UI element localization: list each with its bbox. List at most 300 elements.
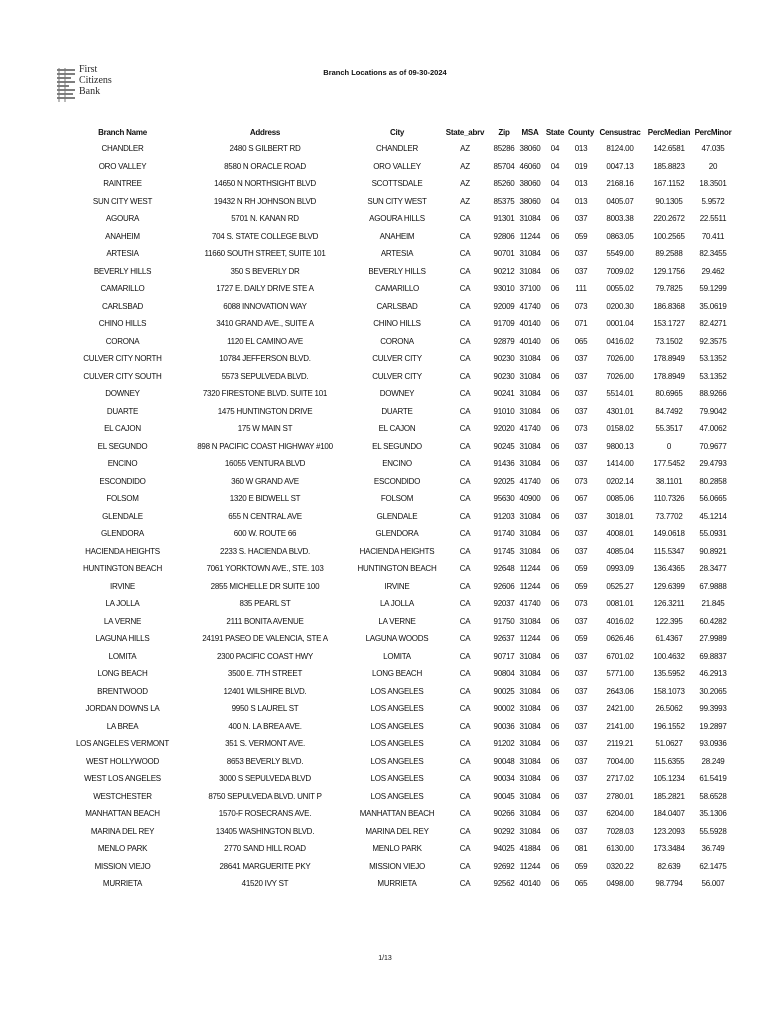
table-cell: 46060: [519, 161, 541, 171]
table-cell: 019: [574, 161, 588, 171]
table-cell: CA: [459, 756, 471, 766]
table-cell: 110.7326: [653, 494, 685, 504]
table-cell: CA: [459, 809, 471, 819]
table-cell: 037: [574, 266, 588, 276]
table-cell: 178.8949: [653, 354, 685, 364]
table-row: [70, 175, 733, 193]
table-row: [70, 228, 733, 246]
table-cell: 47.035: [701, 144, 725, 154]
table-cell: AZ: [460, 179, 470, 189]
table-cell: 84.7492: [655, 406, 683, 416]
table-cell: 2780.01: [606, 791, 634, 801]
logo-line-1: First: [79, 64, 98, 75]
document-title: Branch Locations as of 09-30-2024: [323, 68, 447, 77]
table-cell: CA: [459, 231, 471, 241]
table-cell: 90266: [493, 809, 515, 819]
branch-table: [70, 124, 733, 893]
table-cell: GLENDALE: [376, 511, 418, 521]
table-cell: 037: [574, 511, 588, 521]
table-cell: 31084: [519, 704, 541, 714]
table-cell: 79.9042: [699, 406, 727, 416]
table-cell: 53.1352: [699, 371, 727, 381]
table-cell: 115.6355: [653, 756, 685, 766]
table-cell: 88.9266: [699, 389, 727, 399]
table-row: [70, 315, 733, 333]
table-cell: LOS ANGELES: [370, 686, 424, 696]
table-cell: 037: [574, 214, 588, 224]
table-cell: 85704: [493, 161, 515, 171]
table-cell: 90036: [493, 721, 515, 731]
table-cell: 129.6399: [653, 581, 685, 591]
table-cell: 90048: [493, 756, 515, 766]
table-cell: 80.6965: [655, 389, 683, 399]
table-cell: 06: [550, 266, 560, 276]
table-cell: CHANDLER: [101, 144, 144, 154]
table-cell: CA: [459, 879, 471, 889]
table-cell: 7026.00: [606, 354, 634, 364]
table-cell: 7026.00: [606, 371, 634, 381]
table-row: [70, 665, 733, 683]
table-cell: 704 S. STATE COLLEGE BLVD: [211, 231, 319, 241]
table-cell: 82.639: [657, 861, 681, 871]
table-cell: 79.7825: [655, 284, 683, 294]
table-cell: 28.249: [701, 756, 725, 766]
table-cell: 53.1352: [699, 354, 727, 364]
table-cell: CA: [459, 459, 471, 469]
table-cell: 31084: [519, 389, 541, 399]
table-cell: 16055 VENTURA BLVD: [224, 459, 306, 469]
table-cell: 91436: [493, 459, 515, 469]
table-cell: 31084: [519, 774, 541, 784]
table-cell: 31084: [519, 686, 541, 696]
table-cell: CA: [459, 651, 471, 661]
table-row: [70, 543, 733, 561]
table-cell: 06: [550, 721, 560, 731]
table-cell: ORO VALLEY: [373, 161, 421, 171]
table-cell: 38060: [519, 196, 541, 206]
table-cell: 0047.13: [606, 161, 634, 171]
table-cell: 31084: [519, 826, 541, 836]
table-cell: 037: [574, 371, 588, 381]
table-cell: 90212: [493, 266, 515, 276]
table-cell: 06: [550, 441, 560, 451]
table-cell: CA: [459, 424, 471, 434]
table-cell: EL SEGUNDO: [372, 441, 422, 451]
table-cell: 059: [574, 634, 588, 644]
table-cell: 40900: [519, 494, 541, 504]
table-cell: 13405 WASHINGTON BLVD.: [215, 826, 315, 836]
table-cell: 037: [574, 529, 588, 539]
table-cell: 2233 S. HACIENDA BLVD.: [220, 546, 310, 556]
table-row: [70, 648, 733, 666]
table-cell: CA: [459, 406, 471, 416]
table-cell: MARINA DEL REY: [90, 826, 155, 836]
table-cell: 40140: [519, 319, 541, 329]
table-cell: 29.462: [701, 266, 725, 276]
table-cell: 2141.00: [606, 721, 634, 731]
table-cell: 0405.07: [606, 196, 634, 206]
table-cell: CA: [459, 774, 471, 784]
table-cell: 04: [550, 161, 560, 171]
table-cell: MANHATTAN BEACH: [85, 809, 160, 819]
table-cell: 1414.00: [606, 459, 634, 469]
table-cell: 0525.27: [606, 581, 634, 591]
table-cell: 21.845: [701, 599, 725, 609]
table-cell: MARINA DEL REY: [365, 826, 429, 836]
table-cell: 037: [574, 721, 588, 731]
table-cell: 31084: [519, 756, 541, 766]
table-cell: JORDAN DOWNS LA: [85, 704, 160, 714]
table-cell: SUN CITY WEST: [92, 196, 153, 206]
table-cell: AZ: [460, 196, 470, 206]
table-cell: CULVER CITY NORTH: [83, 354, 162, 364]
table-cell: 167.1152: [653, 179, 685, 189]
table-cell: CA: [459, 739, 471, 749]
table-cell: 013: [574, 144, 588, 154]
table-header-row: [70, 124, 733, 140]
table-cell: LOS ANGELES: [370, 739, 424, 749]
table-cell: 73.1502: [655, 336, 683, 346]
column-header: Zip: [498, 127, 510, 137]
table-cell: 92009: [493, 301, 515, 311]
table-cell: 350 S BEVERLY DR: [230, 266, 300, 276]
table-cell: 6204.00: [606, 809, 634, 819]
table-cell: CA: [459, 599, 471, 609]
table-cell: 196.1552: [653, 721, 685, 731]
table-cell: 29.4793: [699, 459, 727, 469]
table-cell: 35.1306: [699, 809, 727, 819]
table-cell: ENCINO: [107, 459, 138, 469]
table-cell: ESCONDIDO: [99, 476, 146, 486]
table-cell: 73.7702: [655, 511, 683, 521]
table-cell: ARTESIA: [380, 249, 414, 259]
table-cell: 037: [574, 651, 588, 661]
table-cell: CA: [459, 826, 471, 836]
table-cell: 55.3517: [655, 424, 683, 434]
table-cell: 06: [550, 371, 560, 381]
table-cell: 92.3575: [699, 336, 727, 346]
table-cell: CA: [459, 441, 471, 451]
table-row: [70, 560, 733, 578]
table-cell: 60.4282: [699, 616, 727, 626]
table-cell: 38060: [519, 179, 541, 189]
table-cell: CA: [459, 494, 471, 504]
table-cell: 41740: [519, 599, 541, 609]
table-cell: CA: [459, 581, 471, 591]
table-row: [70, 280, 733, 298]
table-cell: 90717: [493, 651, 515, 661]
table-row: [70, 788, 733, 806]
table-cell: 90241: [493, 389, 515, 399]
table-cell: 93.0936: [699, 739, 727, 749]
table-cell: 158.1073: [653, 686, 685, 696]
table-cell: 3000 S SEPULVEDA BLVD: [219, 774, 311, 784]
table-cell: 06: [550, 634, 560, 644]
table-cell: RAINTREE: [103, 179, 142, 189]
table-cell: 41740: [519, 301, 541, 311]
table-cell: 06: [550, 511, 560, 521]
table-cell: 93010: [493, 284, 515, 294]
table-cell: 85375: [493, 196, 515, 206]
table-cell: WEST LOS ANGELES: [84, 774, 161, 784]
table-cell: 31084: [519, 669, 541, 679]
column-header: PercMinor: [694, 127, 732, 137]
table-cell: AZ: [460, 161, 470, 171]
table-cell: 91750: [493, 616, 515, 626]
table-cell: CA: [459, 389, 471, 399]
table-cell: CA: [459, 371, 471, 381]
table-cell: LOMITA: [383, 651, 411, 661]
table-cell: 898 N PACIFIC COAST HIGHWAY #100: [197, 441, 333, 451]
table-cell: 073: [574, 599, 588, 609]
table-cell: 065: [574, 336, 588, 346]
table-cell: CA: [459, 791, 471, 801]
table-cell: 92025: [493, 476, 515, 486]
table-cell: 5514.01: [606, 389, 634, 399]
table-row: [70, 735, 733, 753]
table-cell: 073: [574, 301, 588, 311]
table-cell: 2168.16: [606, 179, 634, 189]
table-cell: 06: [550, 476, 560, 486]
table-cell: 31084: [519, 371, 541, 381]
logo-line-2: Citizens: [79, 75, 112, 86]
table-cell: DOWNEY: [379, 389, 415, 399]
table-cell: CA: [459, 686, 471, 696]
table-cell: 037: [574, 616, 588, 626]
table-cell: EL SEGUNDO: [97, 441, 148, 451]
table-cell: 149.0618: [653, 529, 685, 539]
table-row: [70, 700, 733, 718]
table-cell: 2119.21: [606, 739, 634, 749]
table-cell: BRENTWOOD: [97, 686, 148, 696]
table-cell: 90701: [493, 249, 515, 259]
table-cell: 037: [574, 791, 588, 801]
table-cell: 70.9677: [699, 441, 727, 451]
table-cell: LA VERNE: [103, 616, 142, 626]
table-cell: 123.2093: [653, 826, 685, 836]
table-cell: 82.4271: [699, 319, 727, 329]
table-cell: 0001.04: [606, 319, 634, 329]
table-cell: 129.1756: [653, 266, 685, 276]
table-cell: 89.2588: [655, 249, 683, 259]
table-cell: 06: [550, 406, 560, 416]
table-cell: 178.8949: [653, 371, 685, 381]
table-cell: 1570-F ROSECRANS AVE.: [218, 809, 312, 819]
table-cell: 0320.22: [606, 861, 634, 871]
table-cell: 037: [574, 669, 588, 679]
table-cell: 185.8823: [653, 161, 685, 171]
table-cell: 24191 PASEO DE VALENCIA, STE A: [202, 634, 328, 644]
table-cell: 06: [550, 599, 560, 609]
table-cell: WEST HOLLYWOOD: [85, 756, 160, 766]
table-cell: 2480 S GILBERT RD: [229, 144, 301, 154]
table-cell: AGOURA: [105, 214, 140, 224]
table-cell: 82.3455: [699, 249, 727, 259]
table-cell: 67.9888: [699, 581, 727, 591]
table-cell: 94025: [493, 844, 515, 854]
table-cell: 06: [550, 336, 560, 346]
table-cell: 037: [574, 686, 588, 696]
table-cell: 8653 BEVERLY BLVD.: [226, 756, 304, 766]
table-cell: 122.395: [655, 616, 683, 626]
table-cell: 3500 E. 7TH STREET: [227, 669, 303, 679]
table-cell: 177.5452: [653, 459, 685, 469]
table-cell: 037: [574, 756, 588, 766]
table-cell: 98.7794: [655, 879, 683, 889]
table-cell: 7009.02: [606, 266, 634, 276]
table-cell: 0863.05: [606, 231, 634, 241]
table-cell: 142.6581: [653, 144, 685, 154]
table-cell: 037: [574, 739, 588, 749]
table-cell: 073: [574, 424, 588, 434]
table-cell: EL CAJON: [378, 424, 416, 434]
table-cell: 31084: [519, 249, 541, 259]
table-cell: 5549.00: [606, 249, 634, 259]
table-cell: CA: [459, 266, 471, 276]
table-cell: 037: [574, 406, 588, 416]
table-cell: CHINO HILLS: [373, 319, 421, 329]
table-cell: ANAHEIM: [105, 231, 140, 241]
table-row: [70, 630, 733, 648]
table-cell: AZ: [460, 144, 470, 154]
table-cell: 059: [574, 564, 588, 574]
table-cell: CAMARILLO: [375, 284, 419, 294]
table-cell: 31084: [519, 809, 541, 819]
table-cell: 06: [550, 774, 560, 784]
table-cell: 9800.13: [606, 441, 634, 451]
table-cell: 06: [550, 389, 560, 399]
table-cell: 69.8837: [699, 651, 727, 661]
table-cell: 46.2913: [699, 669, 727, 679]
table-cell: 0993.09: [606, 564, 634, 574]
table-cell: 37100: [519, 284, 541, 294]
table-cell: 06: [550, 564, 560, 574]
table-cell: 126.3211: [653, 599, 685, 609]
table-cell: 41740: [519, 424, 541, 434]
table-cell: 06: [550, 616, 560, 626]
table-cell: 38060: [519, 144, 541, 154]
table-cell: 037: [574, 826, 588, 836]
table-row: [70, 525, 733, 543]
table-cell: 40140: [519, 879, 541, 889]
table-cell: 38.1101: [655, 476, 683, 486]
table-cell: 11660 SOUTH STREET, SUITE 101: [204, 249, 326, 259]
table-cell: 40140: [519, 336, 541, 346]
table-cell: 105.1234: [653, 774, 685, 784]
table-cell: ORO VALLEY: [98, 161, 147, 171]
table-cell: FOLSOM: [380, 494, 414, 504]
table-row: [70, 140, 733, 158]
table-cell: 06: [550, 459, 560, 469]
table-cell: 06: [550, 301, 560, 311]
table-row: [70, 595, 733, 613]
table-cell: 27.9989: [699, 634, 727, 644]
table-cell: BEVERLY HILLS: [368, 266, 426, 276]
table-cell: CA: [459, 844, 471, 854]
table-cell: 5573 SEPULVEDA BLVD.: [221, 371, 309, 381]
table-cell: GLENDORA: [375, 529, 419, 539]
table-cell: 06: [550, 669, 560, 679]
table-cell: 0416.02: [606, 336, 634, 346]
table-cell: 06: [550, 529, 560, 539]
table-cell: LOS ANGELES VERMONT: [75, 739, 170, 749]
table-cell: 8124.00: [606, 144, 634, 154]
table-cell: 0085.06: [606, 494, 634, 504]
table-cell: CORONA: [105, 336, 140, 346]
table-cell: CA: [459, 861, 471, 871]
table-cell: 58.6528: [699, 791, 727, 801]
table-row: [70, 455, 733, 473]
table-cell: 12401 WILSHIRE BLVD.: [223, 686, 307, 696]
table-cell: LA JOLLA: [379, 599, 415, 609]
table-cell: CA: [459, 214, 471, 224]
table-cell: 90804: [493, 669, 515, 679]
table-cell: 92648: [493, 564, 515, 574]
table-cell: 6130.00: [606, 844, 634, 854]
table-cell: DUARTE: [381, 406, 413, 416]
table-cell: 31084: [519, 511, 541, 521]
table-cell: MENLO PARK: [372, 844, 422, 854]
table-cell: 92879: [493, 336, 515, 346]
table-cell: 037: [574, 459, 588, 469]
column-header: State_abrv: [445, 127, 485, 137]
table-cell: 06: [550, 354, 560, 364]
table-row: [70, 210, 733, 228]
table-cell: BEVERLY HILLS: [93, 266, 152, 276]
table-cell: 90230: [493, 354, 515, 364]
table-cell: 06: [550, 879, 560, 889]
table-cell: MURRIETA: [102, 879, 143, 889]
table-cell: 6088 INNOVATION WAY: [223, 301, 307, 311]
column-header: PercMedian: [647, 127, 691, 137]
table-cell: ESCONDIDO: [373, 476, 421, 486]
table-row: [70, 770, 733, 788]
table-cell: 0498.00: [606, 879, 634, 889]
table-cell: 31084: [519, 266, 541, 276]
table-cell: 360 W GRAND AVE: [231, 476, 299, 486]
table-cell: 5701 N. KANAN RD: [231, 214, 299, 224]
table-cell: 037: [574, 704, 588, 714]
column-header: MSA: [521, 127, 539, 137]
table-row: [70, 578, 733, 596]
table-cell: 06: [550, 284, 560, 294]
table-cell: CA: [459, 669, 471, 679]
table-cell: 61.5419: [699, 774, 727, 784]
table-cell: 6701.02: [606, 651, 634, 661]
table-cell: 61.4367: [655, 634, 683, 644]
table-cell: DUARTE: [106, 406, 139, 416]
table-cell: 47.0062: [699, 424, 727, 434]
table-cell: LONG BEACH: [97, 669, 148, 679]
table-cell: 175 W MAIN ST: [237, 424, 293, 434]
table-cell: LAGUNA HILLS: [95, 634, 150, 644]
table-cell: CULVER CITY SOUTH: [83, 371, 162, 381]
table-cell: 073: [574, 476, 588, 486]
table-cell: 31084: [519, 616, 541, 626]
table-cell: 4085.04: [606, 546, 634, 556]
table-cell: 100.4632: [653, 651, 685, 661]
table-cell: 92692: [493, 861, 515, 871]
table-cell: 41740: [519, 476, 541, 486]
table-cell: 11244: [519, 231, 541, 241]
table-cell: 0202.14: [606, 476, 634, 486]
table-cell: 2855 MICHELLE DR SUITE 100: [210, 581, 320, 591]
table-cell: 3018.01: [606, 511, 634, 521]
table-cell: FOLSOM: [106, 494, 139, 504]
table-cell: 06: [550, 546, 560, 556]
table-cell: CAMARILLO: [100, 284, 145, 294]
table-cell: 31084: [519, 791, 541, 801]
